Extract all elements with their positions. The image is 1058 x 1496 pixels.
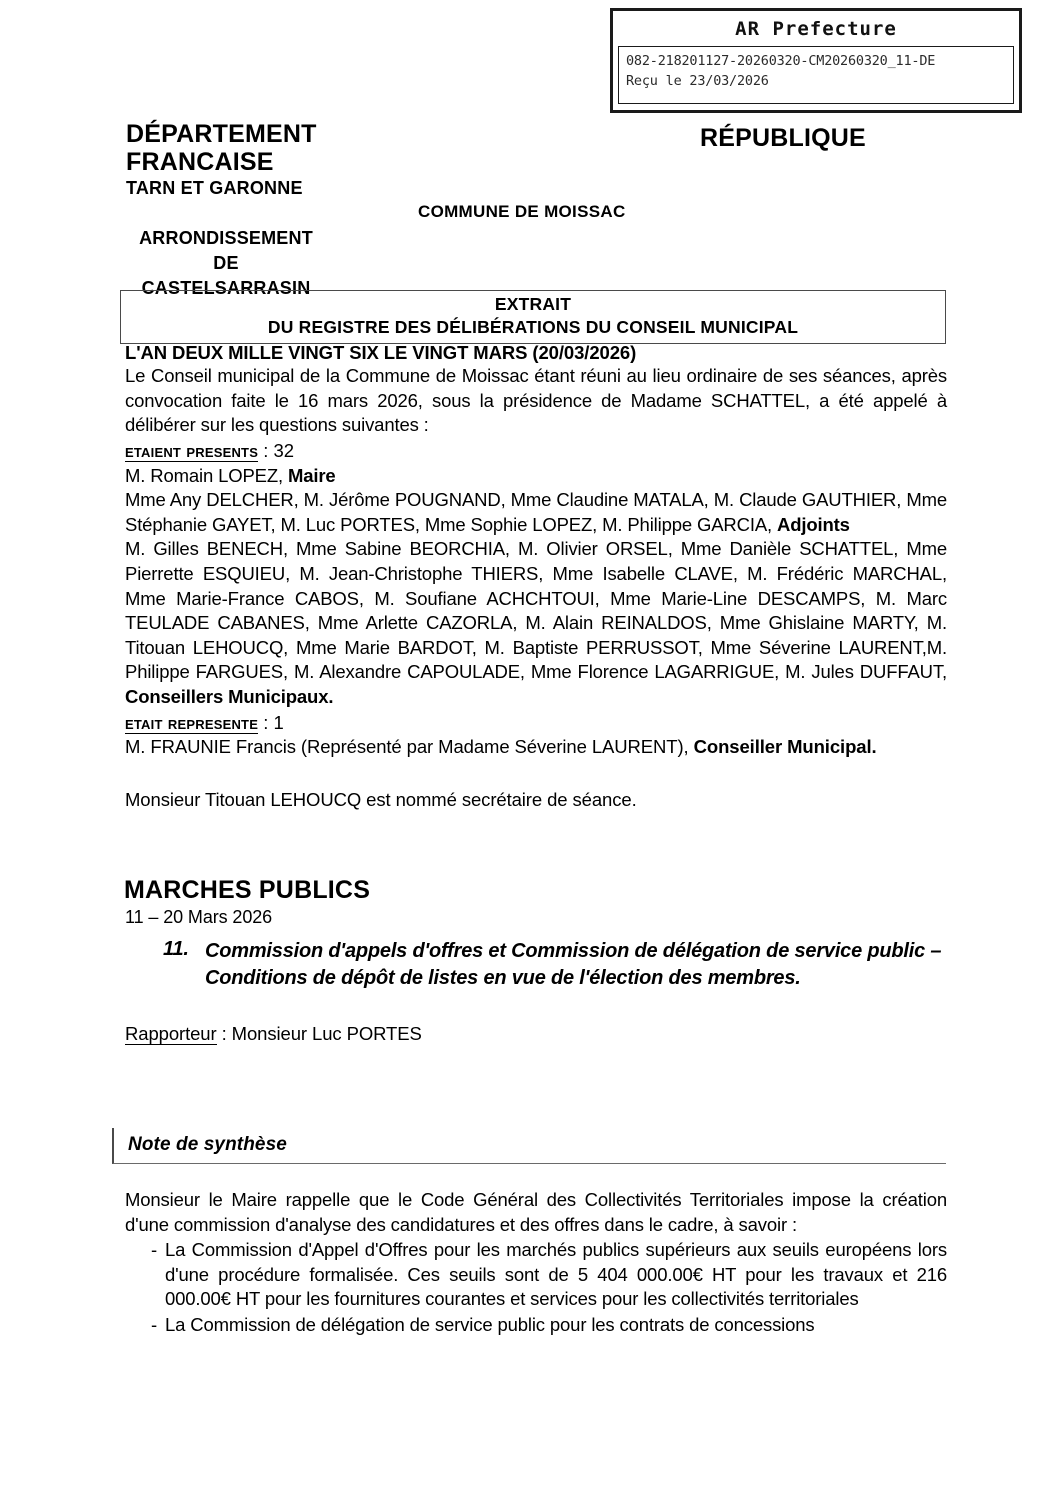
ar-prefecture-title: AR Prefecture	[735, 18, 897, 40]
departement-line-3: TARN ET GARONNE	[126, 178, 303, 198]
maire-name: M. Romain LOPEZ,	[125, 464, 288, 486]
ar-prefecture-stamp	[610, 8, 1022, 113]
arrondissement-line-3: CASTELSARRASIN	[141, 277, 311, 298]
represente-separator: :	[258, 711, 274, 733]
arrondissement-line-2: DE	[213, 252, 239, 273]
represente-role: Conseiller Municipal.	[693, 736, 877, 758]
departement-line-1: DÉPARTEMENT	[126, 120, 317, 148]
ar-prefecture-details	[618, 46, 1014, 104]
maire-role: Maire	[287, 464, 336, 486]
agenda-item-title: Commission d'appels d'offres et Commission de délégation de service public – Conditions de dépôt de listes en vue de l'élection des membres.	[205, 940, 942, 990]
represente-label: etait represente	[125, 711, 259, 733]
presents-label: etaient presents	[125, 440, 259, 462]
secretaire-line: Monsieur Titouan LEHOUCQ est nommé secrétaire de séance.	[125, 789, 637, 810]
represente-member-line	[125, 735, 947, 760]
adjoints-role: Adjoints	[777, 513, 850, 535]
convocation-paragraph: Le Conseil municipal de la Commune de Moissac étant réuni au lieu ordinaire de ses séances, après convocation faite le 16 mars 2026, sous la présidence de Madame SCHATTEL, a été appelé à délibérer sur les questions suivantes :	[125, 365, 947, 436]
note-bullet-list	[125, 1238, 947, 1337]
list-item	[125, 1313, 947, 1338]
presents-separator: :	[258, 440, 274, 462]
conseillers-names: M. Gilles BENECH, Mme Sabine BEORCHIA, M. Olivier ORSEL, Mme Danièle SCHATTEL, Mme Pierrette ESQUIEU, M. Jean-Christophe THIERS, Mme Isabelle CLAVE, M. Frédéric MARCHAL, Mme Marie-France CABOS, M. Soufiane ACHCHTOUI, Mme Marie-Line DESCAMPS, M. Marc TEULADE CABANES, Mme Arlette CAZORLA, M. Alain REINALDOS, Mme Ghislaine MARTY, M. Titouan LEHOUCQ, Mme Marie BARDOT, M. Baptiste PERRUSSOT, Mme Séverine LAURENT,M. Philippe FARGUES, M. Alexandre CAPOULADE, Mme Florence LAGARRIGUE, M. Jules DUFFAUT,	[125, 538, 947, 683]
extrait-line-2: DU REGISTRE DES DÉLIBÉRATIONS DU CONSEIL MUNICIPAL	[267, 317, 799, 337]
rapporteur-line	[125, 1023, 422, 1045]
arrondissement-line-1: ARRONDISSEMENT	[139, 228, 313, 248]
republique-header: RÉPUBLIQUE	[700, 124, 866, 152]
note-intro-paragraph: Monsieur le Maire rappelle que le Code Général des Collectivités Territoriales impose la création d'une commission d'analyse des candidatures et des offres dans le cadre, à savoir :	[125, 1189, 947, 1235]
note-de-synthese-title: Note de synthèse	[128, 1134, 287, 1155]
list-item	[125, 1238, 947, 1312]
presents-count: 32	[273, 440, 295, 462]
agenda-item	[163, 938, 953, 992]
ar-prefecture-reference: 082-218201127-20260320-CM20260320_11-DE	[626, 53, 936, 69]
represente-count: 1	[273, 711, 284, 733]
represente-label-line	[125, 711, 947, 736]
section-title: MARCHES PUBLICS	[124, 876, 371, 904]
section-date: 11 – 20 Mars 2026	[125, 907, 273, 927]
rapporteur-label: Rapporteur	[125, 1023, 217, 1044]
extrait-line-1: EXTRAIT	[494, 294, 572, 314]
extrait-title-box	[120, 290, 946, 344]
departement-line-2: FRANCAISE	[126, 148, 274, 176]
bullet-text: La Commission d'Appel d'Offres pour les marchés publics supérieurs aux seuils européens lors d'une procédure formalisée. Ces seuils sont de 5 404 000.00€ HT pour les travaux et 216 000.00€ HT pour les fournitures courantes et services pour les collectivités territoriales	[165, 1239, 947, 1310]
bullet-marker: -	[151, 1313, 158, 1335]
commune-header: COMMUNE DE MOISSAC	[418, 202, 626, 221]
maire-line	[125, 464, 947, 489]
adjoints-line	[125, 488, 947, 537]
ar-prefecture-received-date: Reçu le 23/03/2026	[626, 72, 769, 89]
conseillers-line	[125, 537, 947, 709]
session-date-title: L'AN DEUX MILLE VINGT SIX LE VINGT MARS (20/03/2026)	[125, 342, 637, 363]
note-de-synthese-box	[112, 1128, 946, 1164]
conseillers-role: Conseillers Municipaux.	[125, 686, 334, 708]
presents-label-line	[125, 439, 947, 464]
bullet-marker: -	[151, 1239, 158, 1261]
bullet-text: La Commission de délégation de service public pour les contrats de concessions	[165, 1313, 815, 1335]
rapporteur-value: : Monsieur Luc PORTES	[216, 1023, 422, 1044]
note-de-synthese-body	[125, 1188, 947, 1338]
deliberation-body	[125, 341, 947, 760]
agenda-item-number: 11.	[163, 938, 189, 960]
departement-header	[126, 120, 456, 200]
represente-name: M. FRAUNIE Francis (Représenté par Madame Séverine LAURENT),	[125, 736, 694, 758]
adjoints-names: Mme Any DELCHER, M. Jérôme POUGNAND, Mme Claudine MATALA, M. Claude GAUTHIER, Mme Stéphanie GAYET, M. Luc PORTES, Mme Sophie LOPEZ, M. Philippe GARCIA,	[125, 489, 947, 535]
